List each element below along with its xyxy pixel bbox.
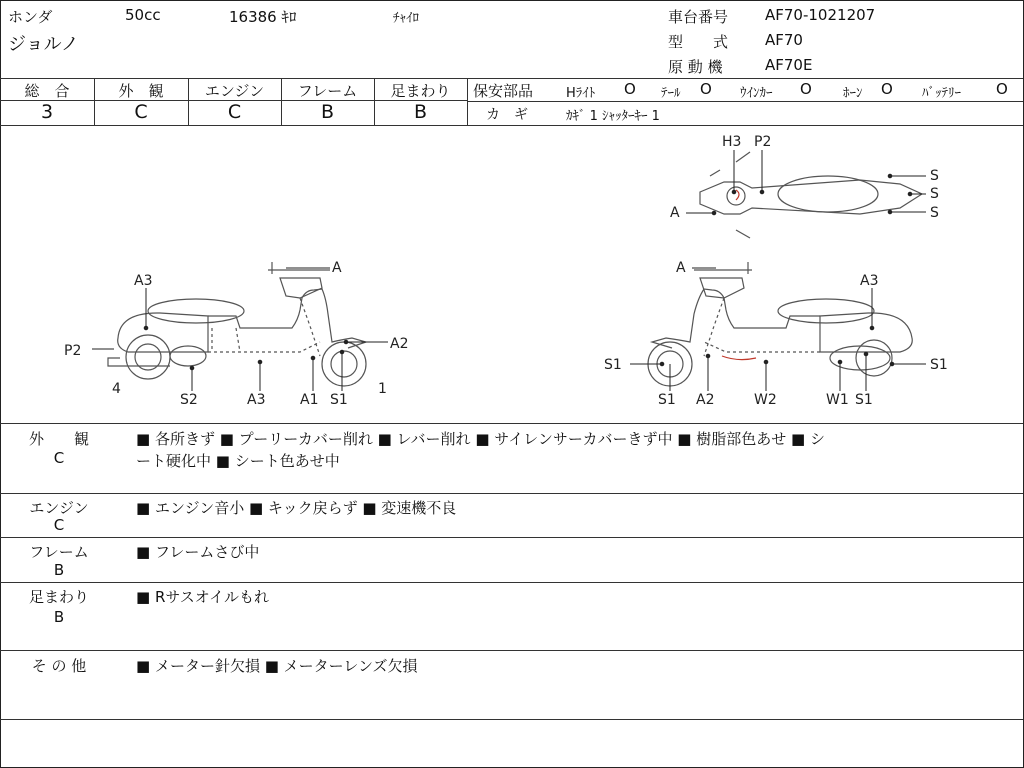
horn-status: O xyxy=(881,80,893,98)
grade-overall-value: 3 xyxy=(40,101,54,123)
headlight-status: O xyxy=(624,80,636,98)
detail-exterior-text-1: ■ 各所きず ■ プーリーカバー削れ ■ レバー削れ ■ サイレンサーカバーきず中 ■ 樹脂部色あせ ■ シ xyxy=(136,430,825,448)
keys-value: ｶｷﾞ 1 ｼｬｯﾀｰｷｰ 1 xyxy=(566,109,660,124)
label-a-top: A xyxy=(670,205,680,221)
model-name: ジョルノ xyxy=(8,34,79,55)
engine-model-label: 原 動 機 xyxy=(668,58,723,76)
label-h3: H3 xyxy=(722,134,742,150)
model-type-label: 型 式 xyxy=(668,33,729,51)
engine-model: AF70E xyxy=(765,56,813,74)
detail-exterior-label: 外 観 xyxy=(28,430,89,448)
winker-status: O xyxy=(800,80,812,98)
label-quadrant-4: 4 xyxy=(112,381,121,397)
grade-frame-label: フレーム xyxy=(297,82,358,100)
frame-number-label: 車台番号 xyxy=(668,8,729,26)
displacement: 50cc xyxy=(125,6,161,24)
label-w2: W2 xyxy=(754,392,777,408)
divider xyxy=(468,101,1023,102)
label-a3-lower: A3 xyxy=(247,392,266,408)
label-p2: P2 xyxy=(64,343,82,359)
scooter-diagrams xyxy=(0,126,1022,422)
battery-status: O xyxy=(996,80,1008,98)
scooter-top-view xyxy=(700,152,922,238)
detail-frame-text: ■ フレームさび中 xyxy=(136,543,260,561)
grade-overall-label: 総 合 xyxy=(24,82,70,100)
detail-other-text: ■ メーター針欠損 ■ メーターレンズ欠損 xyxy=(136,657,418,675)
label-s1-rear: S1 xyxy=(930,357,948,373)
label-s1-front: S1 xyxy=(604,357,622,373)
taillight-label: ﾃｰﾙ xyxy=(661,86,681,101)
keys-label: カ ギ xyxy=(486,107,528,123)
label-a: A xyxy=(332,260,342,276)
detail-suspension-grade: B xyxy=(53,608,65,626)
label-s1-rear-wheel: S1 xyxy=(855,392,873,408)
frame-number: AF70-1021207 xyxy=(765,6,876,24)
maker: ホンダ xyxy=(8,8,53,26)
label-s-top-1: S xyxy=(930,168,939,184)
detail-exterior-grade: C xyxy=(53,449,65,467)
divider xyxy=(0,493,1023,494)
body-color: ﾁｬｲﾛ xyxy=(393,11,419,26)
detail-frame-grade: B xyxy=(53,561,65,579)
divider xyxy=(0,719,1023,720)
battery-label: ﾊﾞｯﾃﾘｰ xyxy=(922,86,961,101)
grade-suspension-label: 足まわり xyxy=(390,82,451,100)
detail-engine-grade: C xyxy=(53,516,65,534)
detail-frame-label: フレーム xyxy=(29,543,89,561)
label-s1-wheel: S1 xyxy=(658,392,676,408)
winker-label: ｳｲﾝｶｰ xyxy=(740,86,773,101)
label-a2-right: A2 xyxy=(696,392,715,408)
taillight-status: O xyxy=(700,80,712,98)
label-a-right: A xyxy=(676,260,686,276)
detail-engine-label: エンジン xyxy=(29,499,89,517)
label-p2-top: P2 xyxy=(754,134,772,150)
divider xyxy=(467,78,468,125)
detail-exterior-text-2: ート硬化中 ■ シート色あせ中 xyxy=(136,452,340,470)
label-s2: S2 xyxy=(180,392,198,408)
grade-frame-value: B xyxy=(320,101,335,123)
grade-suspension-value: B xyxy=(413,101,428,123)
label-s-top-2: S xyxy=(930,186,939,202)
grade-engine-label: エンジン xyxy=(204,82,265,100)
label-s-top-3: S xyxy=(930,205,939,221)
label-a3: A3 xyxy=(134,273,153,289)
divider xyxy=(0,650,1023,651)
detail-suspension-text: ■ Rサスオイルもれ xyxy=(136,588,270,606)
detail-engine-text: ■ エンジン音小 ■ キック戻らず ■ 変速機不良 xyxy=(136,499,457,517)
divider xyxy=(0,582,1023,583)
label-a3-right: A3 xyxy=(860,273,879,289)
grade-exterior-label: 外 観 xyxy=(118,82,164,100)
label-quadrant-1: 1 xyxy=(378,381,387,397)
label-a2: A2 xyxy=(390,336,409,352)
detail-other-label: そ の 他 xyxy=(31,657,87,675)
divider xyxy=(0,423,1023,424)
mileage: 16386 ｷﾛ xyxy=(229,8,297,26)
divider xyxy=(0,78,1023,79)
model-type: AF70 xyxy=(765,31,803,49)
label-a1: A1 xyxy=(300,392,319,408)
detail-suspension-label: 足まわり xyxy=(28,588,89,606)
divider xyxy=(0,537,1023,538)
label-s1: S1 xyxy=(330,392,348,408)
horn-label: ﾎｰﾝ xyxy=(843,86,863,101)
grade-exterior-value: C xyxy=(134,101,148,123)
headlight-label: Hﾗｲﾄ xyxy=(566,86,596,101)
safety-parts-label: 保安部品 xyxy=(473,82,534,100)
label-w1: W1 xyxy=(826,392,849,408)
grade-engine-value: C xyxy=(227,101,242,123)
